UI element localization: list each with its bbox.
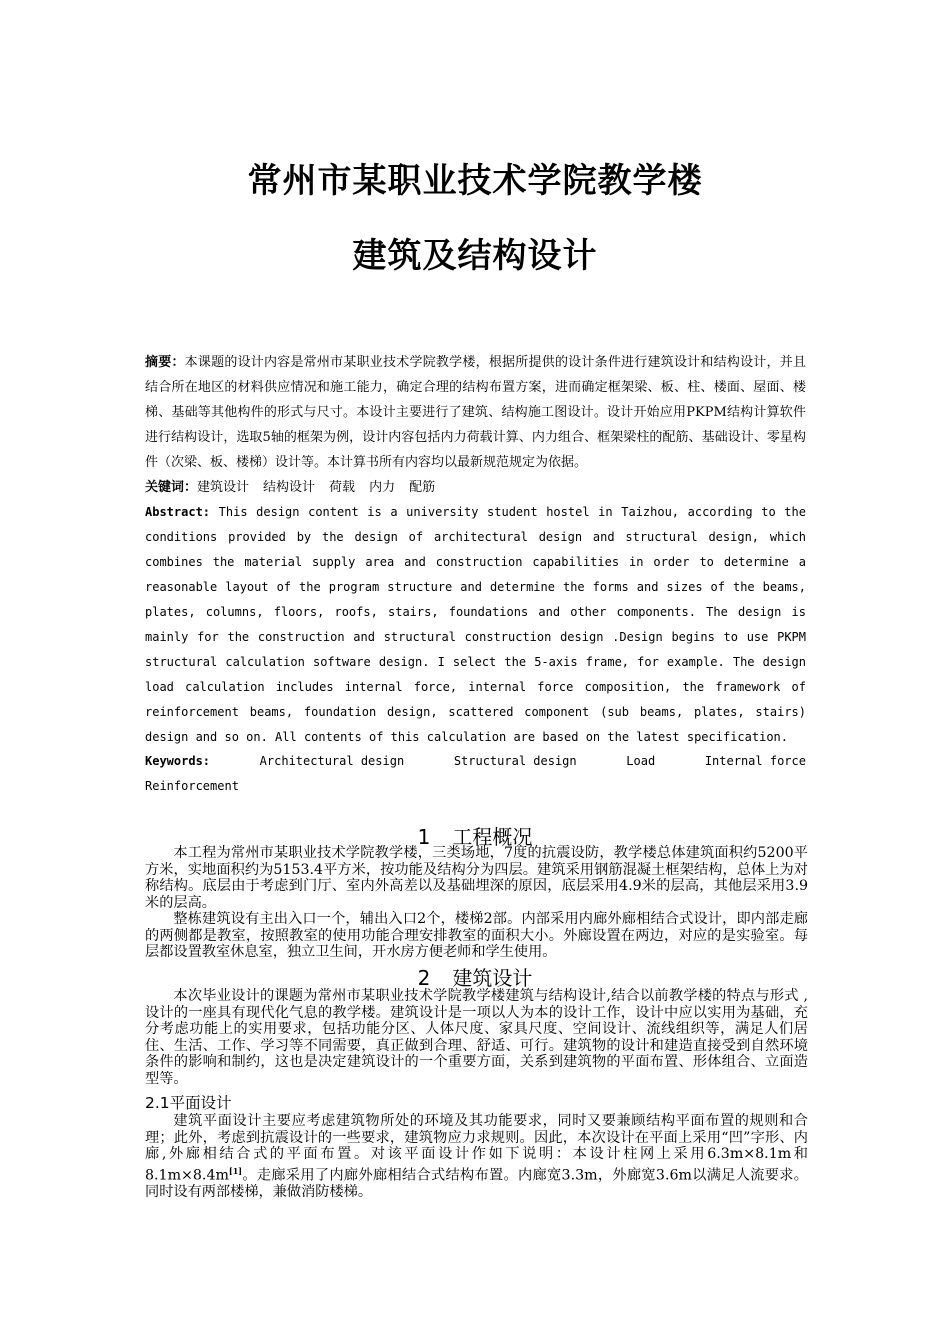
keyword-cn: 内力 bbox=[369, 480, 396, 495]
keyword-en: Load bbox=[626, 754, 656, 768]
keyword-en: Internal force bbox=[704, 754, 806, 768]
keyword-en: Structural design bbox=[453, 754, 577, 768]
section-2-number: 2 bbox=[417, 966, 431, 990]
keyword-en: Reinforcement bbox=[145, 779, 239, 793]
paragraph-text: 。走廊采用了内廊外廊相结合式结构布置。内廊宽3.3m，外廊宽3.6m以满足人流要求。同时设有两部楼梯，兼做消防楼梯。 bbox=[145, 1167, 808, 1200]
paragraph bbox=[145, 1113, 808, 1200]
paragraph-text: 建筑平面设计主要应考虑建筑物所处的环境及其功能要求，同时又要兼顾结构平面布置的规则和合理；此外，考虑到抗震设计的一些要求，建筑物应力求规则。因此，本次设计在平面上采用“凹”字形、内廊,外廊相结合式的平面布置。对该平面设计作如下说明：本设计柱网上采用6.3m×8.1m和8.1m×8.4m bbox=[145, 1113, 808, 1184]
keywords-cn-label: 关键词： bbox=[145, 480, 198, 495]
abstract-cn-text: 本课题的设计内容是常州市某职业技术学院教学楼，根据所提供的设计条件进行建筑设计和结构设计，并且结合所在地区的材料供应情况和施工能力，确定合理的结构布置方案，进而确定框架梁、板、柱、楼面、屋面、楼梯、基础等其他构件的形式与尺寸。本设计主要进行了建筑、结构施工图设计。设计开始应用PKPM结构计算软件进行结构设计，选取5轴的框架为例，设计内容包括内力荷载计算、内力组合、框架梁柱的配筋、基础设计、零星构件（次梁、板、楼梯）设计等。本计算书所有内容均以最新规范规定为依据。 bbox=[145, 355, 806, 470]
section-2-heading bbox=[0, 962, 950, 991]
keyword-cn: 结构设计 bbox=[263, 480, 316, 495]
keyword-cn: 荷载 bbox=[329, 480, 356, 495]
keyword-cn: 配筋 bbox=[409, 480, 436, 495]
abstract-cn bbox=[145, 350, 806, 475]
section-1-title: 工程概况 bbox=[452, 825, 533, 849]
abstract-cn-label: 摘要： bbox=[145, 355, 185, 370]
section-2-title: 建筑设计 bbox=[452, 966, 533, 990]
keywords-en-label: Keywords: bbox=[145, 754, 211, 768]
abstract-en bbox=[145, 500, 806, 750]
paragraph: 整栋建筑设有主出入口一个，辅出入口2个，楼梯2部。内部采用内廊外廊相结合式设计，即内部走廊的两侧都是教室，按照教室的使用功能合理安排教室的面积大小。外廊设置在两边，对应的是实验室。每层都设置教室休息室，独立卫生间，开水房方便老师和学生使用。 bbox=[145, 911, 808, 960]
abstract-en-label: Abstract: bbox=[145, 505, 211, 519]
paragraph: 本工程为常州市某职业技术学院教学楼，三类场地，7度的抗震设防，教学楼总体建筑面积约5200平方米，实地面积约为5153.4平方米，按功能及结构分为四层。建筑采用钢筋混凝土框架结构，总体上为对称结构。底层由于考虑到门厅、室内外高差以及基础埋深的原因，底层采用4.9米的层高，其他层采用3.9米的层高。 bbox=[145, 845, 808, 911]
section-2-1-heading: 2.1平面设计 bbox=[145, 1094, 232, 1112]
keywords-en bbox=[145, 749, 806, 799]
section-1-body bbox=[145, 845, 808, 961]
citation-ref[interactable]: [1] bbox=[228, 1165, 243, 1176]
section-2-body bbox=[145, 988, 808, 1087]
title-line-2: 建筑及结构设计 bbox=[352, 236, 598, 276]
paragraph: 本次毕业设计的课题为常州市某职业技术学院教学楼建筑与结构设计,结合以前教学楼的特点与形式 ,设计的一座具有现代化气息的教学楼。建筑设计是一项以人为本的设计工作，设计中应以实用为基础，充分考虑功能上的实用要求，包括功能分区、人体尺度、家具尺度、空间设计、流线组织等，满足人们居住、生活、工作、学习等不同需要，真正做到合理、舒适、可行。建筑物的设计和建造直接受到自然环境条件的影响和制约，这也是决定建筑设计的一个重要方面，关系到建筑物的平面布置、形体组合、立面造型等。 bbox=[145, 988, 808, 1087]
keyword-cn: 建筑设计 bbox=[197, 480, 250, 495]
keyword-en: Architectural design bbox=[259, 754, 405, 768]
title-line-1: 常州市某职业技术学院教学楼 bbox=[247, 161, 703, 201]
section-2-1-body bbox=[145, 1113, 808, 1200]
keywords-cn bbox=[145, 475, 806, 500]
abstract-en-text: This design content is a university student hostel in Taizhou, according to the conditions provided by the design of architectural design and structural design, which combines the material supply area and construction capabilities in order to determine a reasonable layout of the program structure and determine the forms and sizes of the beams, plates, columns, floors, roofs, stairs, foundations and other components. The design is mainly for the construction and structural construction design .Design begins to use PKPM structural calculation software design. I select the 5-axis frame, for example. The design load calculation includes internal force, internal force composition, the framework of reinforcement beams, foundation design, scattered component (sub beams, plates, stairs) design and so on. All contents of this calculation are based on the latest specification. bbox=[145, 505, 806, 744]
section-1-number: 1 bbox=[417, 825, 431, 849]
